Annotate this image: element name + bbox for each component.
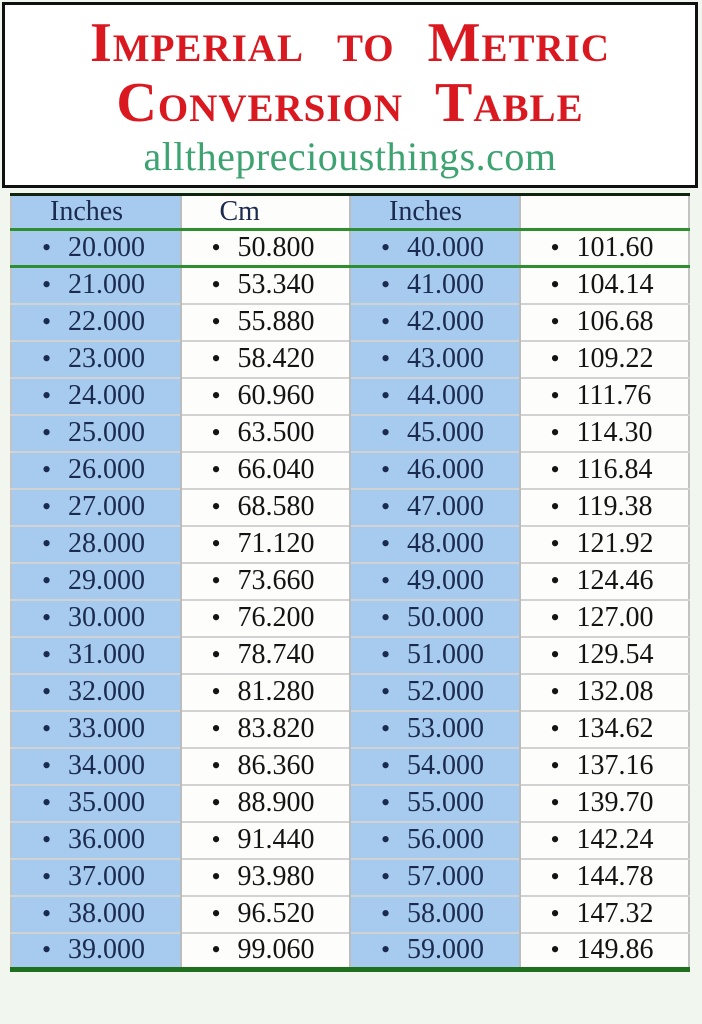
bullet-icon: • (381, 529, 391, 558)
cell-value: 54.000 (407, 750, 484, 781)
cm-left-value (181, 378, 351, 415)
cm-right-value (520, 822, 690, 859)
cell-value: 56.000 (407, 824, 484, 855)
bullet-icon: • (550, 603, 560, 632)
cell-value: 119.38 (576, 491, 653, 522)
cm-right-value (520, 637, 690, 674)
cell-value: 31.000 (68, 639, 145, 670)
inches-left-value (11, 896, 181, 933)
table-row (11, 341, 689, 378)
cell-value: 81.280 (237, 676, 315, 707)
table-row (11, 637, 689, 674)
cell-value: 66.040 (237, 454, 315, 485)
bullet-icon: • (381, 862, 391, 891)
cell-value: 134.62 (576, 713, 654, 744)
bullet-icon: • (550, 233, 560, 262)
cell-value: 127.00 (576, 602, 654, 633)
cell-value: 137.16 (576, 750, 654, 781)
bullet-icon: • (211, 788, 221, 817)
table-row (11, 452, 689, 489)
cell-value: 57.000 (407, 861, 484, 892)
cell-value: 147.32 (576, 898, 654, 929)
cell-value: 34.000 (68, 750, 145, 781)
cell-value: 49.000 (407, 565, 484, 596)
cell-value: 129.54 (576, 639, 654, 670)
cm-right-value (520, 341, 690, 378)
bullet-icon: • (550, 529, 560, 558)
cm-right-value (520, 896, 690, 933)
cm-right-value (520, 785, 690, 822)
inches-right-value (350, 415, 520, 452)
inches-right-value (350, 896, 520, 933)
cell-value: 28.000 (68, 528, 145, 559)
cell-value: 21.000 (68, 269, 145, 301)
cell-value: 101.60 (576, 232, 654, 263)
cell-value: 121.92 (576, 528, 654, 559)
bullet-icon: • (381, 307, 391, 336)
conversion-table (10, 193, 690, 972)
bullet-icon: • (211, 307, 221, 336)
inches-left-value (11, 785, 181, 822)
cell-value: 58.000 (407, 898, 484, 929)
cell-value: 20.000 (68, 232, 145, 263)
bullet-icon: • (211, 825, 221, 854)
cell-value: 132.08 (576, 676, 654, 707)
bullet-icon: • (381, 455, 391, 484)
inches-right-value (350, 526, 520, 563)
bullet-icon: • (211, 418, 221, 447)
bullet-icon: • (42, 640, 52, 669)
bullet-icon: • (381, 233, 391, 262)
cell-value: 46.000 (407, 454, 484, 485)
cell-value: 50.000 (407, 602, 484, 633)
bullet-icon: • (211, 899, 221, 928)
cell-value: 93.980 (237, 861, 315, 892)
cell-value: 22.000 (68, 306, 145, 337)
bullet-icon: • (42, 566, 52, 595)
bullet-icon: • (550, 307, 560, 336)
bullet-icon: • (381, 566, 391, 595)
bullet-icon: • (550, 270, 560, 300)
bullet-icon: • (381, 751, 391, 780)
cm-right-value (520, 748, 690, 785)
cm-left-value (181, 748, 351, 785)
bullet-icon: • (550, 418, 560, 447)
inches-right-value (350, 267, 520, 304)
cell-value: 30.000 (68, 602, 145, 633)
bullet-icon: • (42, 492, 52, 521)
bullet-icon: • (211, 714, 221, 743)
inches-right-value (350, 304, 520, 341)
bullet-icon: • (211, 381, 221, 410)
table-row (11, 267, 689, 304)
table-row (11, 600, 689, 637)
cell-value: 44.000 (407, 380, 484, 411)
cm-left-value (181, 785, 351, 822)
cell-value: 35.000 (68, 787, 145, 818)
cm-left-value (181, 933, 351, 970)
cell-value: 91.440 (237, 824, 315, 855)
cm-right-value (520, 600, 690, 637)
inches-right-value (350, 341, 520, 378)
table-row (11, 896, 689, 933)
cell-value: 109.22 (576, 343, 654, 374)
cell-value: 37.000 (68, 861, 145, 892)
inches-left-value (11, 415, 181, 452)
bullet-icon: • (550, 492, 560, 521)
cell-value: 25.000 (68, 417, 145, 448)
cm-left-value (181, 637, 351, 674)
cm-right-value (520, 674, 690, 711)
bullet-icon: • (381, 714, 391, 743)
cm-right-value (520, 933, 690, 970)
cell-value: 83.820 (237, 713, 315, 744)
inches-left-value (11, 304, 181, 341)
cm-left-value (181, 526, 351, 563)
cell-value: 142.24 (576, 824, 654, 855)
cell-value: 43.000 (407, 343, 484, 374)
website-url: allthepreciousthings.com (143, 134, 557, 179)
cm-left-value (181, 489, 351, 526)
bullet-icon: • (211, 233, 221, 262)
cell-value: 116.84 (576, 454, 653, 485)
cell-value: 60.960 (237, 380, 315, 411)
table-row (11, 822, 689, 859)
inches-left-value (11, 637, 181, 674)
bullet-icon: • (550, 566, 560, 595)
cm-left-value (181, 674, 351, 711)
inches-left-value (11, 711, 181, 748)
table-row (11, 304, 689, 341)
header-cm-right (520, 195, 690, 230)
cell-value: 99.060 (237, 934, 315, 966)
table-row (11, 378, 689, 415)
cm-left-value (181, 267, 351, 304)
cell-value: 53.000 (407, 713, 484, 744)
inches-right-value (350, 489, 520, 526)
cell-value: 29.000 (68, 565, 145, 596)
inches-right-value (350, 637, 520, 674)
bullet-icon: • (550, 899, 560, 928)
bullet-icon: • (550, 381, 560, 410)
cell-value: 68.580 (237, 491, 315, 522)
inches-right-value (350, 452, 520, 489)
cell-value: 106.68 (576, 306, 654, 337)
table-row (11, 230, 689, 267)
inches-left-value (11, 230, 181, 267)
cell-value: 73.660 (237, 565, 315, 596)
bullet-icon: • (550, 935, 560, 965)
cell-value: 55.000 (407, 787, 484, 818)
inches-left-value (11, 674, 181, 711)
bullet-icon: • (381, 788, 391, 817)
inches-left-value (11, 489, 181, 526)
bullet-icon: • (42, 825, 52, 854)
bullet-icon: • (42, 233, 52, 262)
bullet-icon: • (381, 492, 391, 521)
header-inches-right: Inches (350, 195, 520, 230)
cell-value: 55.880 (237, 306, 315, 337)
cm-right-value (520, 711, 690, 748)
cell-value: 24.000 (68, 380, 145, 411)
inches-left-value (11, 933, 181, 970)
cm-right-value (520, 304, 690, 341)
cell-value: 111.76 (576, 380, 652, 411)
cm-left-value (181, 896, 351, 933)
table-row (11, 748, 689, 785)
bullet-icon: • (381, 603, 391, 632)
cell-value: 48.000 (407, 528, 484, 559)
table-row (11, 933, 689, 970)
inches-right-value (350, 230, 520, 267)
cm-right-value (520, 230, 690, 267)
cell-value: 39.000 (68, 934, 145, 966)
cell-value: 114.30 (576, 417, 653, 448)
bullet-icon: • (381, 677, 391, 706)
inches-right-value (350, 378, 520, 415)
bullet-icon: • (211, 455, 221, 484)
table-row (11, 859, 689, 896)
cm-left-value (181, 822, 351, 859)
table-row (11, 674, 689, 711)
inches-left-value (11, 452, 181, 489)
inches-left-value (11, 267, 181, 304)
cell-value: 51.000 (407, 639, 484, 670)
bullet-icon: • (42, 270, 52, 300)
header-inches-left: Inches (11, 195, 181, 230)
inches-left-value (11, 378, 181, 415)
cell-value: 32.000 (68, 676, 145, 707)
table-header-row (11, 195, 689, 230)
cell-value: 139.70 (576, 787, 654, 818)
header-box (2, 2, 698, 188)
cell-value: 59.000 (407, 934, 484, 966)
bullet-icon: • (211, 344, 221, 373)
bullet-icon: • (381, 899, 391, 928)
inches-left-value (11, 748, 181, 785)
inches-left-value (11, 600, 181, 637)
inches-right-value (350, 785, 520, 822)
inches-right-value (350, 563, 520, 600)
bullet-icon: • (211, 751, 221, 780)
bullet-icon: • (381, 344, 391, 373)
cell-value: 52.000 (407, 676, 484, 707)
title-line-1: Imperial to Metric (90, 12, 610, 74)
cell-value: 45.000 (407, 417, 484, 448)
table-row (11, 711, 689, 748)
bullet-icon: • (211, 566, 221, 595)
bullet-icon: • (42, 603, 52, 632)
cell-value: 36.000 (68, 824, 145, 855)
inches-right-value (350, 711, 520, 748)
inches-left-value (11, 822, 181, 859)
cell-value: 50.800 (237, 232, 315, 263)
bullet-icon: • (42, 751, 52, 780)
bullet-icon: • (42, 935, 52, 965)
bullet-icon: • (211, 492, 221, 521)
table-row (11, 489, 689, 526)
cm-right-value (520, 563, 690, 600)
cell-value: 47.000 (407, 491, 484, 522)
table-row (11, 563, 689, 600)
bullet-icon: • (550, 862, 560, 891)
cell-value: 124.46 (576, 565, 654, 596)
cell-value: 58.420 (237, 343, 315, 374)
bullet-icon: • (211, 935, 221, 965)
bullet-icon: • (211, 862, 221, 891)
bullet-icon: • (211, 640, 221, 669)
inches-right-value (350, 859, 520, 896)
bullet-icon: • (42, 307, 52, 336)
cell-value: 27.000 (68, 491, 145, 522)
cell-value: 71.120 (237, 528, 315, 559)
cell-value: 33.000 (68, 713, 145, 744)
inches-right-value (350, 933, 520, 970)
cell-value: 78.740 (237, 639, 315, 670)
bullet-icon: • (42, 862, 52, 891)
cell-value: 38.000 (68, 898, 145, 929)
bullet-icon: • (381, 418, 391, 447)
inches-left-value (11, 341, 181, 378)
cell-value: 96.520 (237, 898, 315, 929)
cm-left-value (181, 563, 351, 600)
table-row (11, 526, 689, 563)
title-line-2: Conversion Table (116, 72, 584, 134)
cm-right-value (520, 859, 690, 896)
cell-value: 76.200 (237, 602, 315, 633)
cm-right-value (520, 415, 690, 452)
cm-left-value (181, 415, 351, 452)
cm-left-value (181, 711, 351, 748)
cm-left-value (181, 341, 351, 378)
cm-right-value (520, 267, 690, 304)
cm-right-value (520, 378, 690, 415)
bullet-icon: • (550, 825, 560, 854)
bullet-icon: • (550, 344, 560, 373)
bullet-icon: • (381, 935, 391, 965)
cm-right-value (520, 526, 690, 563)
bullet-icon: • (381, 270, 391, 300)
cell-value: 149.86 (576, 934, 654, 966)
inches-left-value (11, 859, 181, 896)
cm-right-value (520, 452, 690, 489)
cell-value: 144.78 (576, 861, 654, 892)
inches-right-value (350, 674, 520, 711)
inches-right-value (350, 600, 520, 637)
cell-value: 63.500 (237, 417, 315, 448)
bullet-icon: • (211, 677, 221, 706)
cm-left-value (181, 859, 351, 896)
inches-right-value (350, 822, 520, 859)
cell-value: 104.14 (576, 269, 654, 301)
bullet-icon: • (42, 899, 52, 928)
cm-right-value (520, 489, 690, 526)
bullet-icon: • (42, 344, 52, 373)
cm-left-value (181, 452, 351, 489)
table-row (11, 785, 689, 822)
cell-value: 40.000 (407, 232, 484, 263)
bullet-icon: • (42, 529, 52, 558)
bullet-icon: • (381, 825, 391, 854)
bullet-icon: • (42, 455, 52, 484)
bullet-icon: • (42, 418, 52, 447)
bullet-icon: • (550, 751, 560, 780)
bullet-icon: • (550, 455, 560, 484)
bullet-icon: • (42, 788, 52, 817)
cm-left-value (181, 304, 351, 341)
bullet-icon: • (381, 381, 391, 410)
bullet-icon: • (550, 640, 560, 669)
bullet-icon: • (42, 677, 52, 706)
bullet-icon: • (211, 529, 221, 558)
inches-right-value (350, 748, 520, 785)
bullet-icon: • (550, 714, 560, 743)
bullet-icon: • (381, 640, 391, 669)
cell-value: 86.360 (237, 750, 315, 781)
cell-value: 42.000 (407, 306, 484, 337)
bullet-icon: • (211, 603, 221, 632)
bullet-icon: • (42, 381, 52, 410)
inches-left-value (11, 563, 181, 600)
cell-value: 88.900 (237, 787, 315, 818)
cell-value: 26.000 (68, 454, 145, 485)
cm-left-value (181, 230, 351, 267)
cell-value: 53.340 (237, 269, 315, 301)
inches-left-value (11, 526, 181, 563)
table-row (11, 415, 689, 452)
cell-value: 23.000 (68, 343, 145, 374)
cm-left-value (181, 600, 351, 637)
bullet-icon: • (550, 677, 560, 706)
header-cm-left: Cm (181, 195, 351, 230)
cell-value: 41.000 (407, 269, 484, 301)
bullet-icon: • (42, 714, 52, 743)
bullet-icon: • (550, 788, 560, 817)
bullet-icon: • (211, 270, 221, 300)
